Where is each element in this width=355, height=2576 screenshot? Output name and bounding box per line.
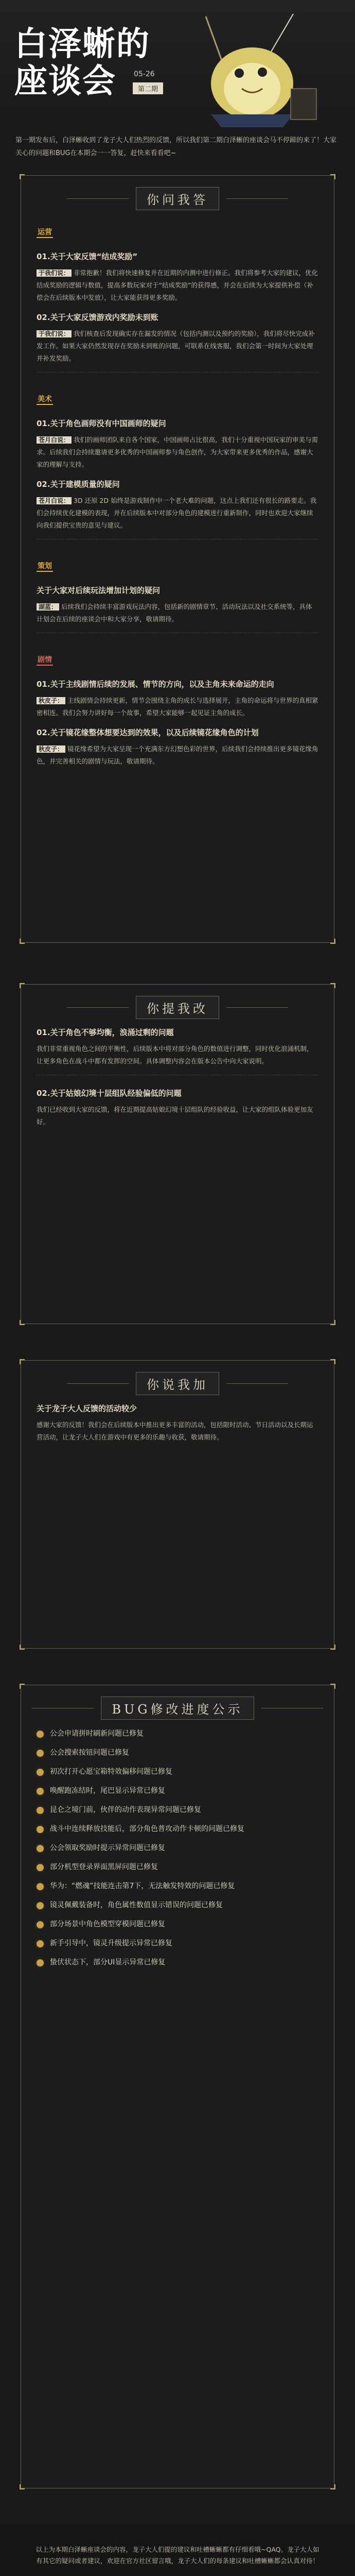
art-tag: 美术 (37, 394, 53, 405)
bug-item-text: 公会搜索按钮问题已修复 (50, 1749, 129, 1757)
answer-text: 我们已经收到大家的反馈，将在近期提高姑娘幻境十层组队的经验收益，让大家的组队体验更加友好。 (37, 1106, 313, 1126)
question-title: 01.关于大家反馈“结成奖励” (37, 252, 138, 261)
bug-item-text: 唤醒跑冻结时，尾巴显示异常已修复 (50, 1787, 165, 1795)
answer-text: 我们非常重视角色之间的平衡性，后续版本中将对部分角色的数值进行调整，同时优化浪涌机制，让更多角色在战斗中都有发挥的空间。具体调整内容会在版本公告中向大家说明。 (37, 1045, 313, 1065)
title-line-1: 白泽蜥的 (14, 25, 150, 63)
bug-header (21, 1697, 334, 1720)
speak-header (21, 1372, 334, 1395)
page-title (14, 26, 150, 100)
bug-item (37, 1822, 318, 1836)
bug-item-text: 部分场景中角色模型穿模问题已修复 (50, 1920, 165, 1928)
suggest-panel (21, 984, 334, 1324)
suggest-header (21, 996, 334, 1019)
issue-badge: 第二期 (133, 82, 163, 94)
bug-item-text: 镜灵佩戴装备时，角色属性数值显示错误的问题已修复 (50, 1901, 223, 1909)
answer-text: 感谢大家的反馈！我们会在后续版本中推出更多丰富的活动，包括限时活动、节日活动以及长期运营活动，让龙子大人们在游戏中有更多的乐趣与收获，敬请期待。 (37, 1421, 313, 1441)
bug-panel (21, 1685, 334, 2488)
question-title: 关于大家对后续玩法增加计划的疑问 (37, 586, 161, 595)
question-title: 02.关于大家反馈游戏内奖励未到账 (37, 313, 158, 322)
bug-item (37, 1746, 318, 1760)
bug-item (37, 1860, 318, 1874)
suggest-title: 你提我改 (136, 996, 219, 1019)
answer-text: 苍月白说： 3D 还原 2D 始终是游戏制作中一个老大难的问题，这点上我们还有很长的路要走。我们会持续优化建模的表现，并在后续版本中对部分角色的建模进行重新制作，同时也欢迎大家继续向我们提供宝贵的意见与建议。 (37, 497, 317, 529)
bullet-icon (37, 1769, 44, 1776)
ops-tag: 运营 (37, 227, 53, 238)
question-title: 01.关于主线剧情后续的发展、情节的方向，以及主角未来命运的走向 (37, 680, 274, 689)
qa-panel (21, 175, 334, 943)
bug-item-text: 蛰伏状态下，部分UI显示异常已修复 (50, 1958, 166, 1967)
bug-item-text: 初次打开心愿宝箱特效偏移问题已修复 (50, 1768, 172, 1776)
qa-title: 你问我答 (136, 187, 219, 210)
bullet-icon (37, 1826, 44, 1833)
bug-item-text: 华为：“燃魂”技能连击第7下，无法触发特效的问题已修复 (50, 1882, 235, 1890)
bullet-icon (37, 1845, 44, 1852)
bug-item (37, 1727, 318, 1741)
bullet-icon (37, 1807, 44, 1814)
footer-text: 以上为本期白泽蜥座谈会的内容，龙子大人们提的建议和吐槽蜥蜥都有仔细看哦~QAQ。龙子大人如有其它的疑问或者建议，欢迎在官方社区留言哦，龙子大人们的每条建议和吐槽蜥蜥都会认真对待！ (36, 2546, 319, 2565)
bug-item (37, 1918, 318, 1931)
bullet-icon (37, 1788, 44, 1795)
bug-item-text: 新手引导中，镜灵升级提示异常已修复 (50, 1939, 172, 1947)
answer-text: 秋皮子： 镜花缘希望为大家呈现一个充满东方幻想色彩的世界，后续我们会持续推出更多镜花缘角色，并完善相关的剧情与玩法，敬请期待。 (37, 745, 318, 765)
answer-text: 于我们说： 非常抱歉！我们将快速修复并在近期的内测中进行修正。我们将参考大家的建议，优化结成奖励的逻辑与数值，提高多数玩家对于“结成奖励”的获得感，并会在后续为大家提供补偿（补偿会在后续版本中发放），让大家能获得更多奖励。 (37, 269, 318, 301)
bullet-icon (37, 1883, 44, 1890)
bug-item (37, 1803, 318, 1817)
question-title: 02.关于建模质量的疑问 (37, 480, 120, 489)
bug-item (37, 1899, 318, 1912)
intro-paragraph: 第一期发布后，白泽蜥收到了龙子大人们热烈的反馈，所以我们第二期白泽蜥的座谈会马不停蹄的来了！大家关心的问题和BUG在本期会一一答复，赶快来看看吧~ (15, 137, 337, 157)
bug-item (37, 1937, 318, 1951)
bullet-icon (37, 1902, 44, 1909)
plan-tag: 策划 (37, 561, 53, 572)
bug-item-text: 部分机型登录界面黑屏问题已修复 (50, 1863, 158, 1871)
bug-item-text: 昆仑之境门前，伙伴的动作表现异常问题已修复 (50, 1806, 201, 1814)
mascot-illustration (190, 11, 324, 127)
bug-item (37, 1784, 318, 1798)
bullet-icon (37, 1750, 44, 1757)
issue-date: 05-26 (134, 70, 155, 78)
answer-text: 苍月白说： 我们的画师团队来自各个国家，中国画师占比很高，我们十分重视中国玩家的审美与需求。后续我们会持续邀请更多优秀的中国画师参与角色创作，为大家带来更多优秀的作品，感谢大家的理解与支持。 (37, 436, 318, 468)
answer-text: 于我们说： 我们核查后发现确实存在漏发的情况（包括内测以及预约的奖励），我们将尽快完成补发工作。如果大家仍然发现存在奖励未到账的问题，可联系在线客服，我们会第一时间为大家处理并补发奖励。 (37, 330, 315, 362)
header-banner (0, 0, 355, 129)
question-title: 关于龙子大人反馈的活动较少 (37, 1404, 137, 1413)
answer-text: 湖蓝： 后续我们会持续丰富游戏玩法内容，包括新的剧情章节、活动玩法以及社交系统等，具体计划会在后续的座谈会中和大家分享，敬请期待。 (37, 603, 312, 623)
bullet-icon (37, 1731, 44, 1738)
bullet-icon (37, 1864, 44, 1871)
question-title: 02.关于姑娘幻境十层组队经验偏低的问题 (37, 1089, 182, 1098)
title-line-2: 座谈会 (14, 62, 116, 100)
bullet-icon (37, 1921, 44, 1928)
footer (0, 2524, 355, 2576)
question-title: 01.关于角色画师没有中国画师的疑问 (37, 419, 166, 428)
bug-list (21, 1727, 334, 1989)
bug-item (37, 1765, 318, 1779)
answer-text: 秋皮子： 主线剧情会持续更新，情节会围绕主角的成长与选择展开，主角的命运将与世界的真相紧密相连。我们会努力讲好每一个故事，希望大家能够一起见证主角的成长。 (37, 697, 318, 717)
question-title: 01.关于角色不够均衡，浪涌过剩的问题 (37, 1028, 174, 1037)
qa-header (21, 187, 334, 210)
speak-title: 你说我加 (136, 1372, 219, 1395)
bullet-icon (37, 1959, 44, 1967)
speak-panel (21, 1360, 334, 1649)
bug-title: BUG修改进度公示 (101, 1697, 254, 1720)
bug-item (37, 1956, 318, 1970)
story-tag: 剧情 (37, 654, 53, 666)
bullet-icon (37, 1940, 44, 1947)
bug-item (37, 1841, 318, 1855)
question-title: 02.关于镜花缘整体想要达到的效果，以及后续镜花缘角色的计划 (37, 728, 259, 737)
bug-item-text: 公会申请拼时刷新问题已修复 (50, 1730, 144, 1738)
bug-item-text: 公会领取奖励时提示异常问题已修复 (50, 1844, 165, 1852)
bug-item (37, 1879, 318, 1893)
bug-item-text: 战斗中连续释放技能后，部分角色普攻动作卡顿的问题已修复 (50, 1825, 244, 1833)
